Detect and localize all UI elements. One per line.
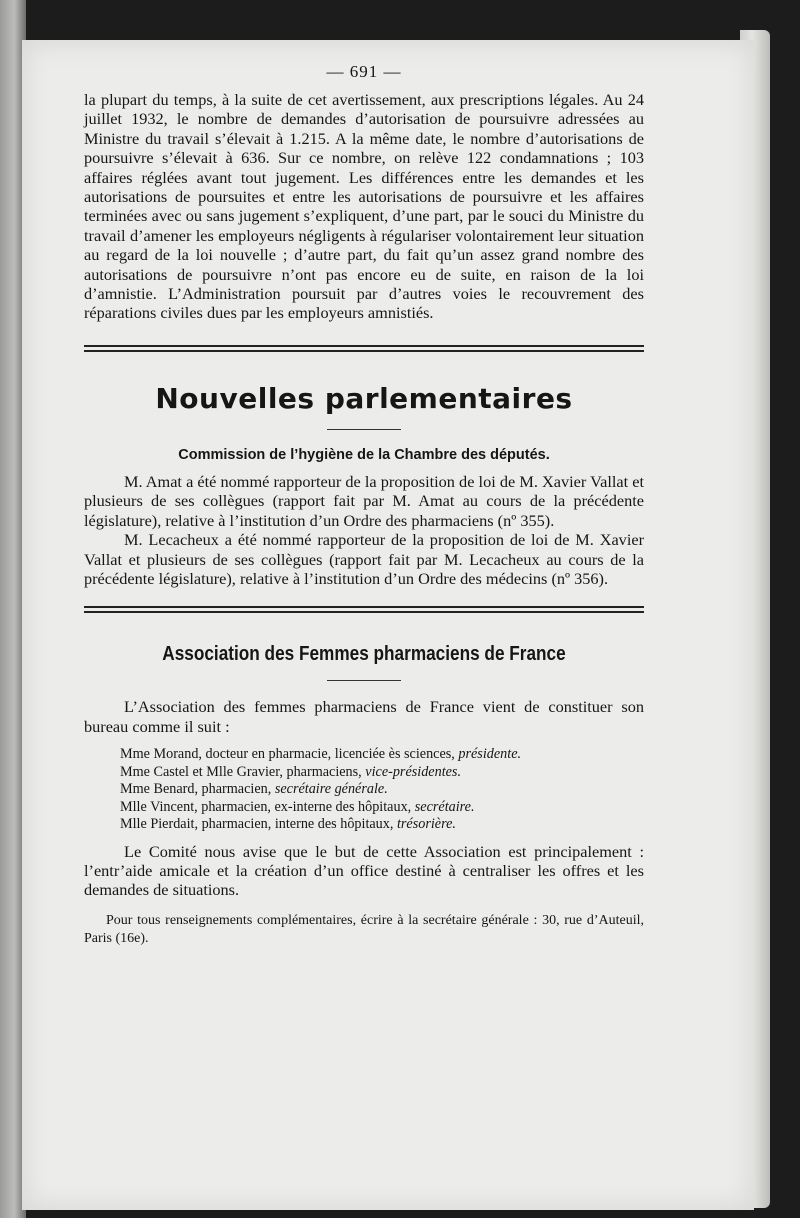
- member-text: Mme Morand, docteur en pharmacie, licenciée ès sciences,: [120, 746, 459, 763]
- member-text: Mlle Pierdait, pharmacien, interne des hôpitaux,: [120, 816, 397, 833]
- committee-note: Le Comité nous avise que le but de cette Association est principalement : l’entr’aide amicale et la création d’un office destiné à centraliser les offres et les demandes de situations.: [84, 841, 644, 900]
- section-title-association: Association des Femmes pharmaciens de France: [162, 643, 566, 666]
- contact-note: Pour tous renseignements complémentaires, écrire à la secrétaire générale : 30, rue d’Auteuil, Paris (16e).: [84, 912, 644, 946]
- section-title-parlementaires: Nouvelles parlementaires: [155, 381, 573, 415]
- association-intro: L’Association des femmes pharmaciens de France vient de constituer son bureau comme il suit :: [84, 697, 644, 736]
- list-item: [84, 764, 644, 782]
- intro-paragraph: la plupart du temps, à la suite de cet avertissement, aux prescriptions légales. Au 24 juillet 1932, le nombre de demandes d’autorisation de poursuivre adressées au Ministre du travail s’élevait à 1.215. A la même date, le nombre d’autorisations de poursuivre s’élevait à 636. Sur ce nombre, on relève 122 condamnations ; 103 affaires réglées avant tout jugement. Les différences entre les demandes et les autorisations de poursuites et entre les autorisations de poursuivre et les affaires terminées avec ou sans jugement s’expliquent, d’une part, par le souci du Ministre du travail d’amener les employeurs négligents à régulariser volontairement leur situation au regard de la loi nouvelle ; d’autre part, du fait qu’un assez grand nombre des autorisations de poursuivre n’ont pas encore eu de suite, en raison de la loi d’amnistie. L’Administration poursuit par d’autres voies le recouvrement des réparations civiles dues par les employeurs amnistiés.: [84, 90, 644, 323]
- list-item: [84, 781, 644, 799]
- members-list: [84, 746, 644, 834]
- paragraph-lecacheux: M. Lecacheux a été nommé rapporteur de la proposition de loi de M. Xavier Vallat et plusieurs de ses collègues (rapport fait par M. Lecacheux au cours de la précédente législature), relative à l’institution d’un Ordre des médecins (nº 356).: [84, 530, 644, 588]
- member-text: Mme Castel et Mlle Gravier, pharmaciens,: [120, 763, 366, 780]
- section-divider-2: [84, 606, 644, 613]
- list-item: [84, 746, 644, 764]
- page-number: — 691 —: [326, 62, 402, 81]
- member-role: présidente.: [458, 746, 522, 763]
- section-divider-1: [84, 345, 644, 352]
- member-text: Mme Benard, pharmacien,: [120, 781, 275, 798]
- paragraph-amat: M. Amat a été nommé rapporteur de la proposition de loi de M. Xavier Vallat et plusieurs de ses collègues (rapport fait par M. Amat au cours de la précédente législature), relative à l’institution d’un Ordre des pharmaciens (nº 355).: [84, 471, 644, 530]
- list-item: [84, 816, 644, 834]
- member-role: secrétaire.: [414, 798, 475, 815]
- commission-subtitle: Commission de l’hygiène de la Chambre des députés.: [178, 446, 550, 463]
- member-role: trésorière.: [396, 816, 456, 833]
- list-item: [84, 799, 644, 817]
- member-role: vice-présidentes.: [365, 763, 462, 780]
- page-content: [84, 62, 644, 948]
- member-text: Mlle Vincent, pharmacien, ex-interne des hôpitaux,: [120, 798, 415, 815]
- member-role: secrétaire générale.: [274, 781, 388, 798]
